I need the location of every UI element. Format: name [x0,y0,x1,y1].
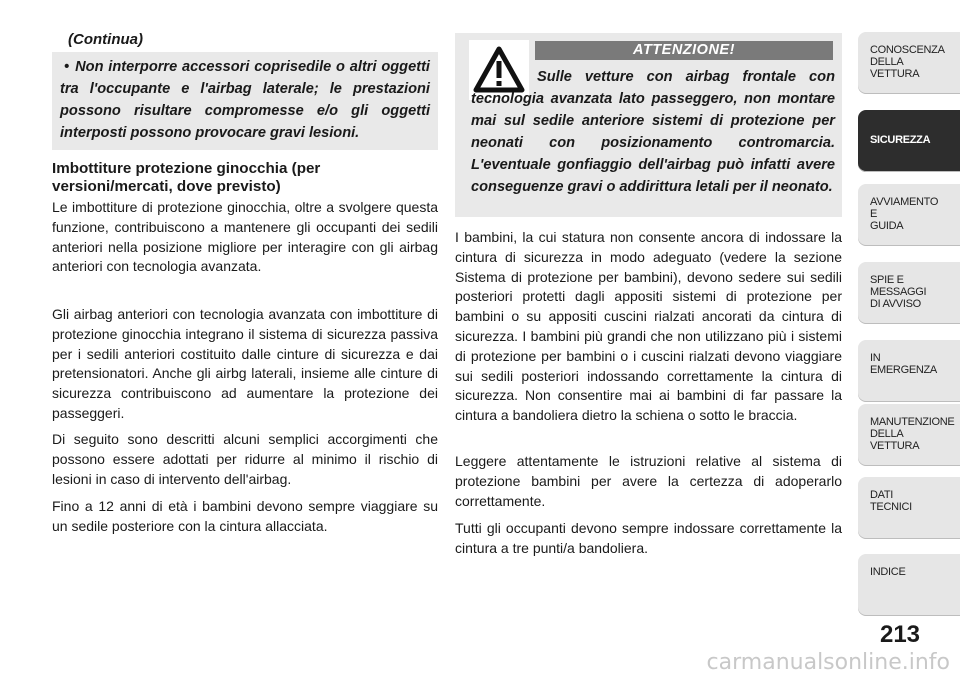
bullet: • [64,59,70,75]
paragraph: Fino a 12 anni di età i bambini devono sempre viaggiare su un sedile posteriore con la cintura allacciata. [52,498,438,534]
tab-dati-tecnici[interactable]: DATI TECNICI [858,477,960,539]
section-title: Imbottiture protezione ginocchia (per versioni/mercati, dove previsto) [52,160,321,195]
side-airbag-note [52,52,438,150]
paragraph: Di seguito sono descritti alcuni semplici accorgimenti che possono essere adottati per ridurre al minimo il rischio di lesioni in caso di intervento dell'airbag. [52,431,438,487]
continued-label: (Continua) [68,31,143,48]
tab-indice[interactable]: INDICE [858,554,960,616]
paragraph: Gli airbag anteriori con tecnologia avanzata con imbottiture di protezione ginocchia integrano il sistema di sicurezza passiva per i sedili anteriori costituito dalle cinture di sicurezza e dai pretensionatori. Anche gli airbg laterali, insieme alle cinture di sicurezza contribuiscono ad aumentare la protezione dei passeggeri. [52,306,438,421]
warning-header: ATTENZIONE! [535,41,833,60]
tab-manutenzione[interactable]: MANUTENZIONE DELLA VETTURA [858,404,960,466]
warning-text: Sulle vetture con airbag frontale con tecnologia avanzata lato passeggero, non montare mai sul sedile anteriore sistemi di protezione per neonati con posizionamento contromarcia. L'eventuale gonfiaggio dell'airbag può infatti avere conseguenze gravi o addirittura letali per il neonato. [471,69,835,195]
tab-avviamento[interactable]: AVVIAMENTO E GUIDA [858,184,960,246]
tab-conoscenza[interactable]: CONOSCENZA DELLA VETTURA [858,32,960,94]
paragraph: Le imbottiture di protezione ginocchia, oltre a svolgere questa funzione, contribuiscono a mantenere gli occupanti dei sedili anteriori nella posizione migliore per interagire con gli airbag anteriori con tecnologia avanzata. [52,199,438,275]
tab-emergenza[interactable]: IN EMERGENZA [858,340,960,402]
tab-sicurezza[interactable]: SICUREZZA [858,110,960,172]
tab-spie[interactable]: SPIE E MESSAGGI DI AVVISO [858,262,960,324]
warning-box [455,33,842,217]
page-number: 213 [879,621,921,648]
note-text: Non interporre accessori coprisedile o altri oggetti tra l'occupante e l'airbag laterale; le prestazioni possono risultare compromesse e/o gli oggetti interposti possono provocare gravi lesioni. [60,59,430,141]
paragraph: I bambini, la cui statura non consente ancora di indossare la cintura di sicurezza in modo adeguato (vedere la sezione Sistema di protezione per bambini), devono sedere sui sedili posteriori protetti dagli appositi sistemi di protezione per bambini o su appositi cuscini rialzati ancorati da cintura di sicurezza. I bambini più grandi che non utilizzano più i sistemi di protezione per bambini o i cuscini rialzati devono viaggiare sui sedili posteriori indossando correttamente la cintura di sicurezza. Non consentire mai ai bambini di far passare la cintura a bandoliera dietro la schiena o sotto le braccia. [455,229,842,424]
watermark: carmanualsonline.info [706,650,950,675]
paragraph: Tutti gli occupanti devono sempre indossare correttamente la cintura a tre punti/a bandoliera. [455,520,842,556]
paragraph: Leggere attentamente le istruzioni relative al sistema di protezione bambini per avere la certezza di adoperarlo correttamente. [455,453,842,509]
